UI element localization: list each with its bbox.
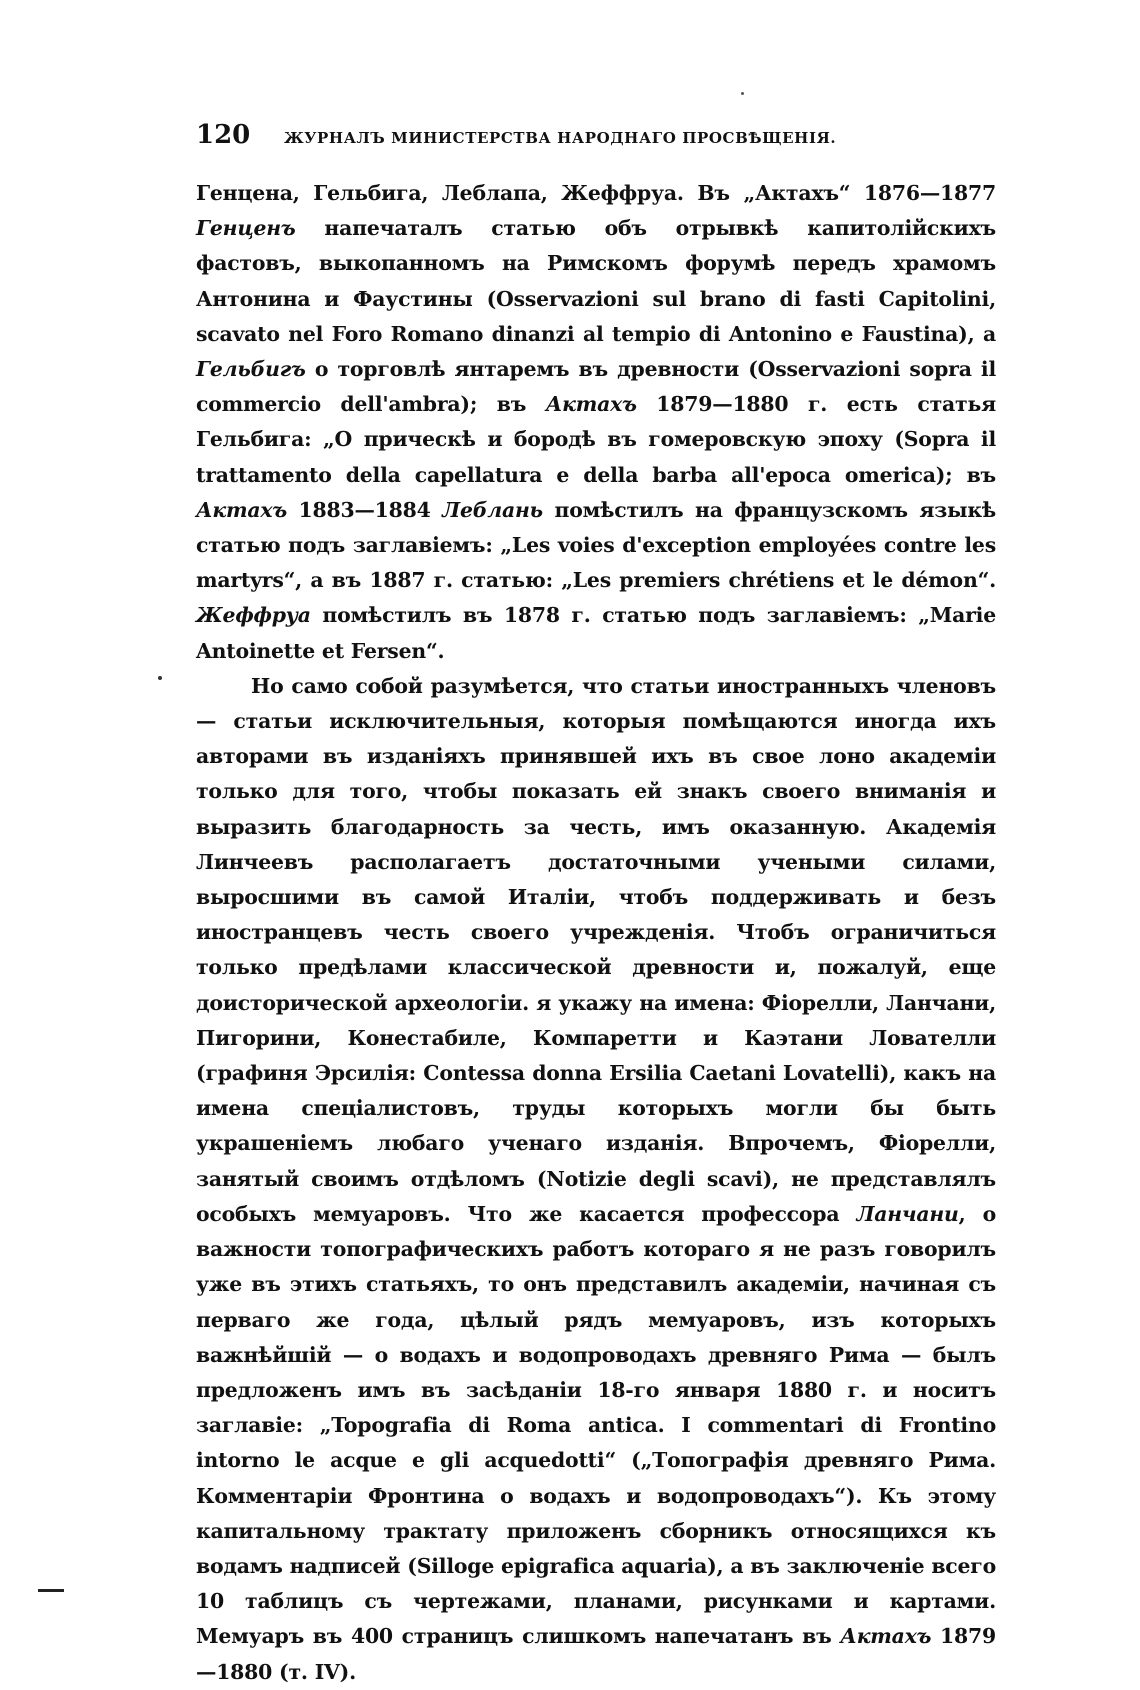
running-header [196,120,976,150]
text-run: 1883—1884 [286,497,443,522]
paragraph-2 [196,669,996,1690]
text-run: помѣстилъ въ 1878 г. статью подъ заглавіемъ: „Marie Antoinette et Fersen“. [196,603,996,663]
text-run: напечаталъ статью объ отрывкѣ капитолійскихъ фастовъ, выкопанномъ на Римскомъ форумѣ передъ храмомъ Антонина и Фаустины (Osservazioni sul brano di fasti Capitolini, scavato nel Foro Romano dinanzi al tempio di Antonino e Faustina), а [196,216,996,346]
text-run: 1879—1880 (т. IV). [196,1624,996,1684]
text-run: Но само собой разумѣется, что статьи иностранныхъ членовъ— статьи исключительныя, которыя помѣщаются иногда ихъ авторами въ изданіяхъ принявшей ихъ въ свое лоно академіи только для того, чтобы показать ей знакъ своего вниманія и выразить благодарность за честь, имъ оказанную. Академія Линчеевъ располагаетъ достаточными учеными силами, выросшими въ самой Италіи, чтобъ поддерживать и безъ иностранцевъ честь своего учрежденія. Чтобъ ограничиться только предѣлами классической древности и, пожалуй, еще доисторической археологіи. я укажу на имена: Фіорелли, Ланчани, Пигорини, Конестабиле, Компаретти и Каэтани Лователли (графиня Эрсилія: Contessa donna Ersilia Caetani Lovatelli), какъ на имена спеціалистовъ, труды которыхъ могли бы быть украшеніемъ любаго ученаго изданія. Впрочемъ, Фіорелли, занятый своимъ отдѣломъ (Notizie degli scavi), не представлялъ особыхъ мемуаровъ. Что же касается профессора [196,673,996,1226]
margin-mark [158,676,162,680]
italic-name: Жеффруа [196,603,311,628]
italic-name: Актахъ [840,1624,932,1649]
italic-name: Актахъ [196,497,287,522]
page-number: 120 [196,120,251,150]
margin-dash [38,1589,64,1592]
body-text [196,176,996,1690]
text-run: Генцена, Гельбига, Леблапа, Жеффруа. Въ „Актахъ“ 1876—1877 [196,181,996,205]
italic-name: Леблань [442,497,543,522]
text-run: помѣстилъ на французскомъ языкѣ статью подъ заглавіемъ: „Les voies d'exception employées contre les martyrs“, а въ 1887 г. статью: „Les premiers chrétiens et le démon“. [196,497,996,593]
text-run: 1879—1880 г. есть статья Гельбига: „О прическѣ и бородѣ въ гомеровскую эпоху (Sopra il trattamento della capellatura e della barba all'epoca omerica); въ [196,392,996,487]
paragraph-1 [196,176,996,669]
journal-title: ЖУРНАЛЪ МИНИСТЕРСТВА НАРОДНАГО ПРОСВѢЩЕНІЯ. [284,129,837,147]
italic-name: Гельбигъ [196,357,306,382]
print-speck [741,92,744,95]
text-run: , о важности топографическихъ работъ котораго я не разъ говорилъ уже въ этихъ статьяхъ, то онъ представилъ академіи, начиная съ перваго же года, цѣлый рядъ мемуаровъ, изъ которыхъ важнѣйшій — о водахъ и водопроводахъ древняго Рима — былъ предложенъ имъ въ засѣданіи 18-го января 1880 г. и носитъ заглавіе: „Topografia di Roma antica. I commentari di Frontino intorno le acque e gli acquedotti“ („Топографія древняго Рима. Комментаріи Фронтина о водахъ и водопроводахъ“). Къ этому капитальному трактату приложенъ сборникъ относящихся къ водамъ надписей (Silloge epigrafica aquaria), а въ заключеніе всего 10 таблицъ съ чертежами, планами, рисунками и картами. Мемуаръ въ 400 страницъ слишкомъ напечатанъ въ [196,1201,996,1649]
italic-name: Актахъ [545,392,637,417]
italic-name: Генценъ [196,216,296,241]
italic-name: Ланчани [856,1201,959,1226]
text-run: о торговлѣ янтаремъ въ древности (Osservazioni sopra il commercio dell'ambra); въ [196,357,996,417]
